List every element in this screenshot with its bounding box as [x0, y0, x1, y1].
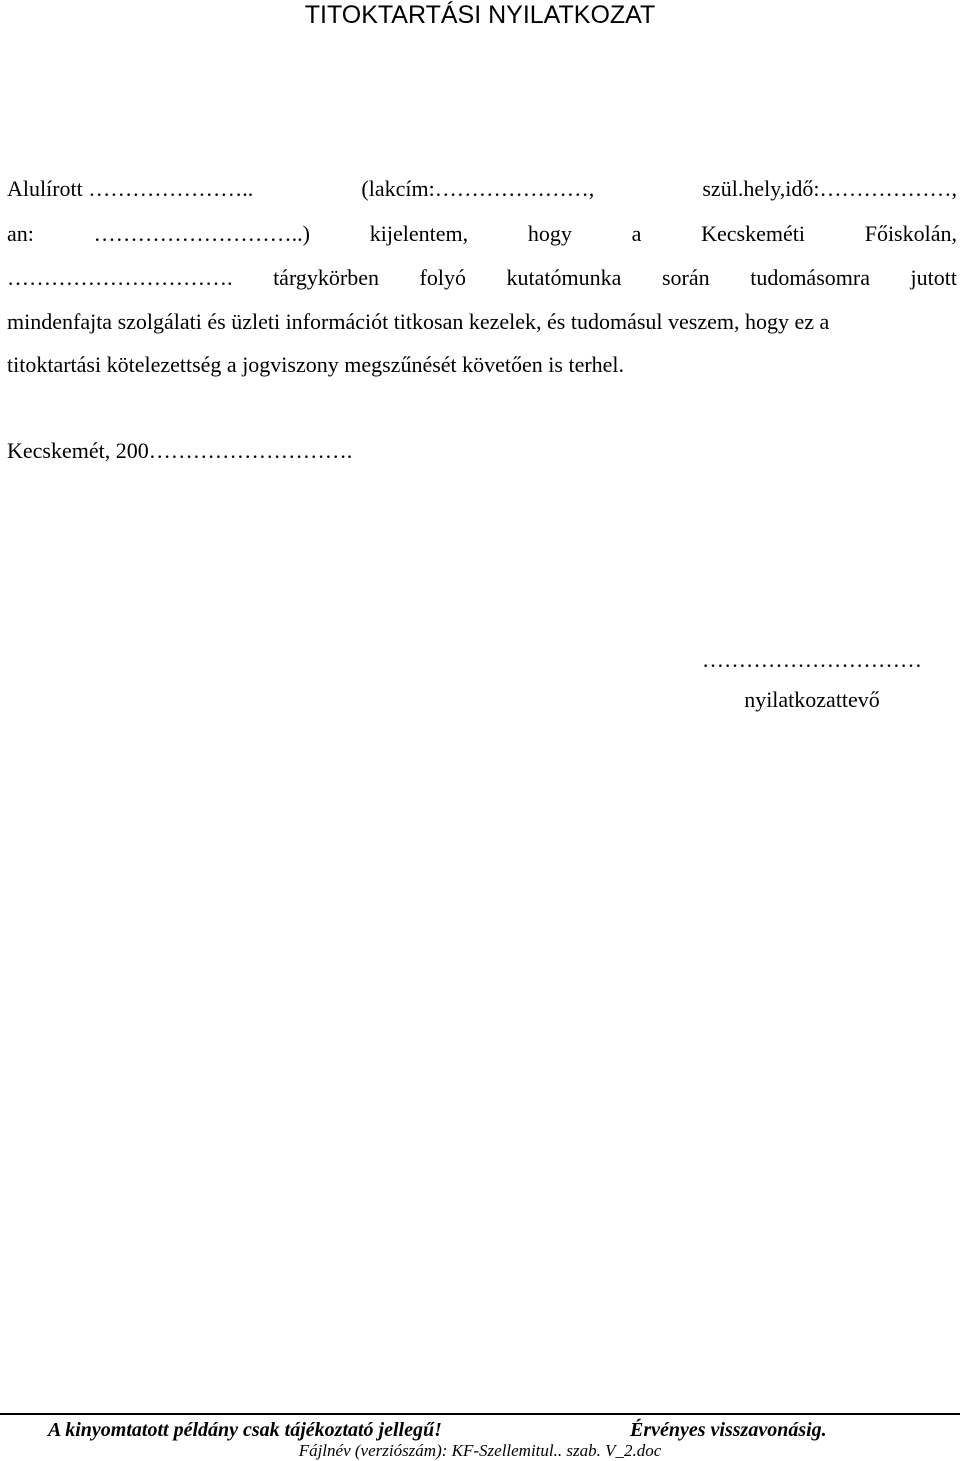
footer-notice — [48, 1418, 948, 1442]
footer-notice-left: A kinyomtatott példány csak tájékoztató jellegű! — [48, 1419, 442, 1441]
body-text: hogy — [527, 221, 572, 246]
body-line-3 — [7, 264, 957, 292]
body-text: folyó — [419, 265, 466, 290]
body-text: a — [631, 221, 642, 246]
signature-line: ………………………… — [702, 647, 922, 672]
signature-label: nyilatkozattevő — [744, 687, 880, 712]
body-text: jutott — [910, 265, 957, 290]
body-text: tudomásomra — [750, 265, 870, 290]
signature-block — [672, 646, 952, 714]
body-line-5: titoktartási kötelezettség a jogviszony megszűnését követően is terhel. — [7, 352, 625, 377]
body-text: Alulírott ………………….. — [7, 176, 254, 201]
body-text: (lakcím:…………………, — [361, 176, 595, 201]
body-text: …………………………. — [7, 265, 233, 290]
body-text: an: — [7, 221, 34, 246]
body-text: kijelentem, — [369, 221, 469, 246]
body-line-1 — [7, 175, 957, 203]
document-title: TITOKTARTÁSI NYILATKOZAT — [304, 1, 656, 29]
body-line-2 — [7, 220, 957, 248]
body-text: tárgykörben — [273, 265, 379, 290]
body-text: során — [661, 265, 710, 290]
footer-notice-right: Érvényes visszavonásig. — [630, 1419, 827, 1441]
body-text: szül.hely,idő:………………, — [702, 176, 957, 201]
body-text: ………………………..) — [93, 221, 310, 246]
body-line-4: mindenfajta szolgálati és üzleti információt titkosan kezelek, és tudomásul veszem, hogy ez a — [7, 309, 830, 334]
place-date: Kecskemét, 200………………………. — [7, 438, 353, 463]
footer-divider — [0, 1413, 960, 1415]
footer-filename: Fájlnév (verziószám): KF-Szellemitul.. szab. V_2.doc — [298, 1441, 662, 1460]
body-text: Főiskolán, — [864, 221, 957, 246]
body-text: kutatómunka — [506, 265, 622, 290]
body-text: Kecskeméti — [701, 221, 805, 246]
